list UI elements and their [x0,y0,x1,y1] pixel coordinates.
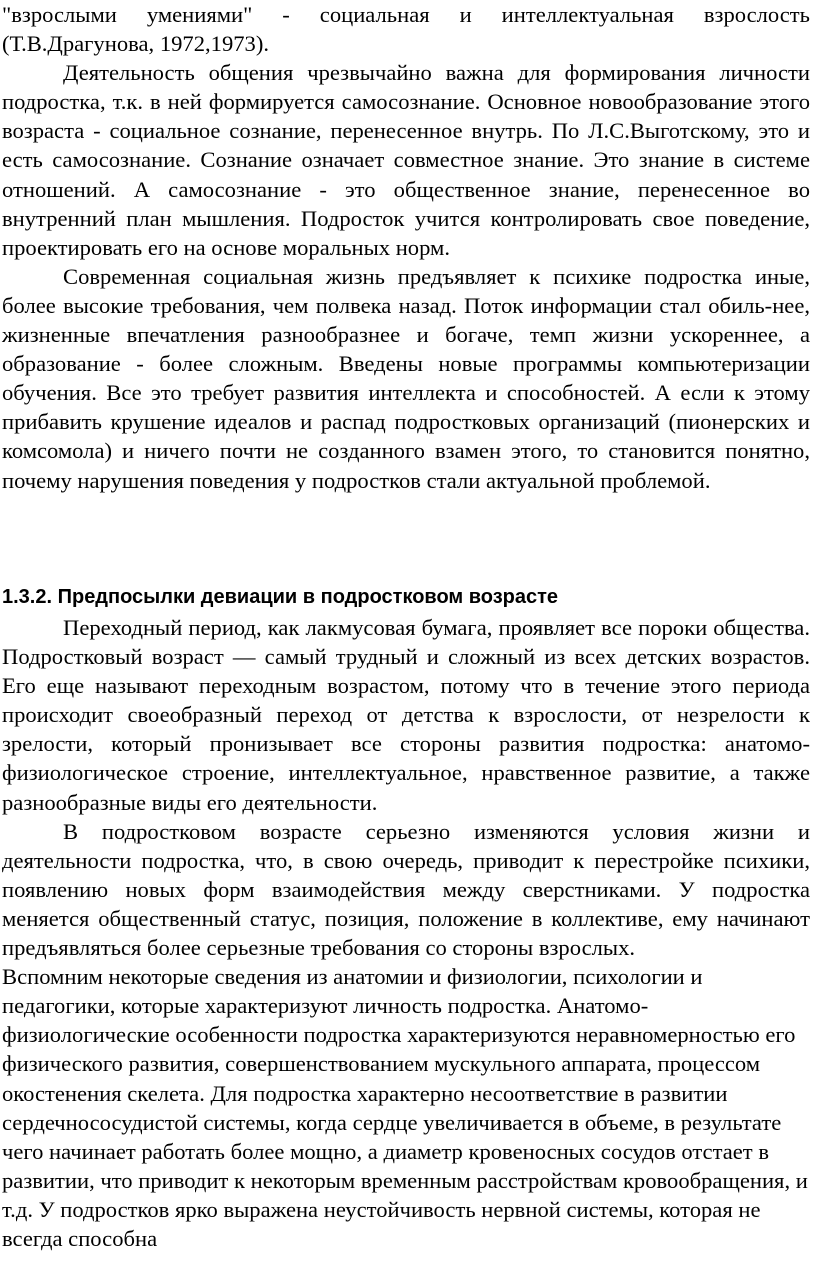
paragraph-continuation: "взрослыми умениями" - социальная и интеллектуальная взрослость (Т.В.Драгунова, 1972,1973). [2,2,810,57]
section-heading: 1.3.2. Предпосылки девиации в подростковом возрасте [2,586,559,608]
paragraph-anatomy-physiology: Вспомним некоторые сведения из анатомии и физиологии, психологии и педагогики, которые характеризуют личность подростка. Анатомо-физиологические особенности подростка характеризуются неравномерностью его физического развития, совершенствованием мускульного аппарата, процессом окостенения скелета. Для подростка характерно несоответствие в развитии сердечнососудистой системы, когда сердце увеличивается в объеме, в результате чего начинает работать более мощно, а диаметр кровеносных сосудов отстает в развитии, что приводит к некоторым временным расстройствам кровообращения, и т.д. У подростков ярко выражена неустойчивость нервной системы, которая не всегда способна [2,964,808,1251]
paragraph-transitional-period: Переходный период, как лакмусовая бумага, проявляет все пороки общества. Подростковый возраст — самый трудный и сложный из всех детских возрастов. Его еще называют переходным возрастом, потому что в течение этого периода происходит своеобразный переход от детства к взрослости, от незрелости к зрелости, который пронизывает все стороны развития подростка: анатомо-физиологическое строение, интеллектуальное, нравственное развитие, а также разнообразные виды его деятельности. [2,615,810,815]
paragraph-modern-social-life: Современная социальная жизнь предъявляет к психике подростка иные, более высокие требования, чем полвека назад. Поток информации стал обиль-нее, жизненные впечатления разнообразнее и богаче, темп жизни ускореннее, а образование - более сложным. Введены новые программы компьютеризации обучения. Все это требует развития интеллекта и способностей. А если к этому прибавить крушение идеалов и распад подростковых организаций (пионерских и комсомола) и ничего почти не созданного взамен этого, то становится понятно, почему нарушения поведения у подростков стали актуальной проблемой. [2,263,810,493]
paragraph-adolescent-conditions: В подростковом возрасте серьезно изменяются условия жизни и деятельности подростка, что, в свою очередь, приводит к перестройке психики, появлению новых форм взаимодействия между сверстниками. У подростка меняется общественный статус, позиция, положение в коллективе, ему начинают предъявляться более серьезные требования со стороны взрослых. [2,818,810,961]
text-block-top [0,0,812,495]
text-block-bottom [0,613,812,1253]
paragraph-self-awareness: Деятельность общения чрезвычайно важна для формирования личности подростка, т.к. в ней формируется самосознание. Основное новообразование этого возраста - социальное сознание, перенесенное внутрь. По Л.С.Выготскому, это и есть самосознание. Сознание означает совместное знание. Это знание в системе отношений. А самосознание - это общественное знание, перенесенное во внутренний план мышления. Подросток учится контролировать свое поведение, проектировать его на основе моральных норм. [2,60,810,260]
